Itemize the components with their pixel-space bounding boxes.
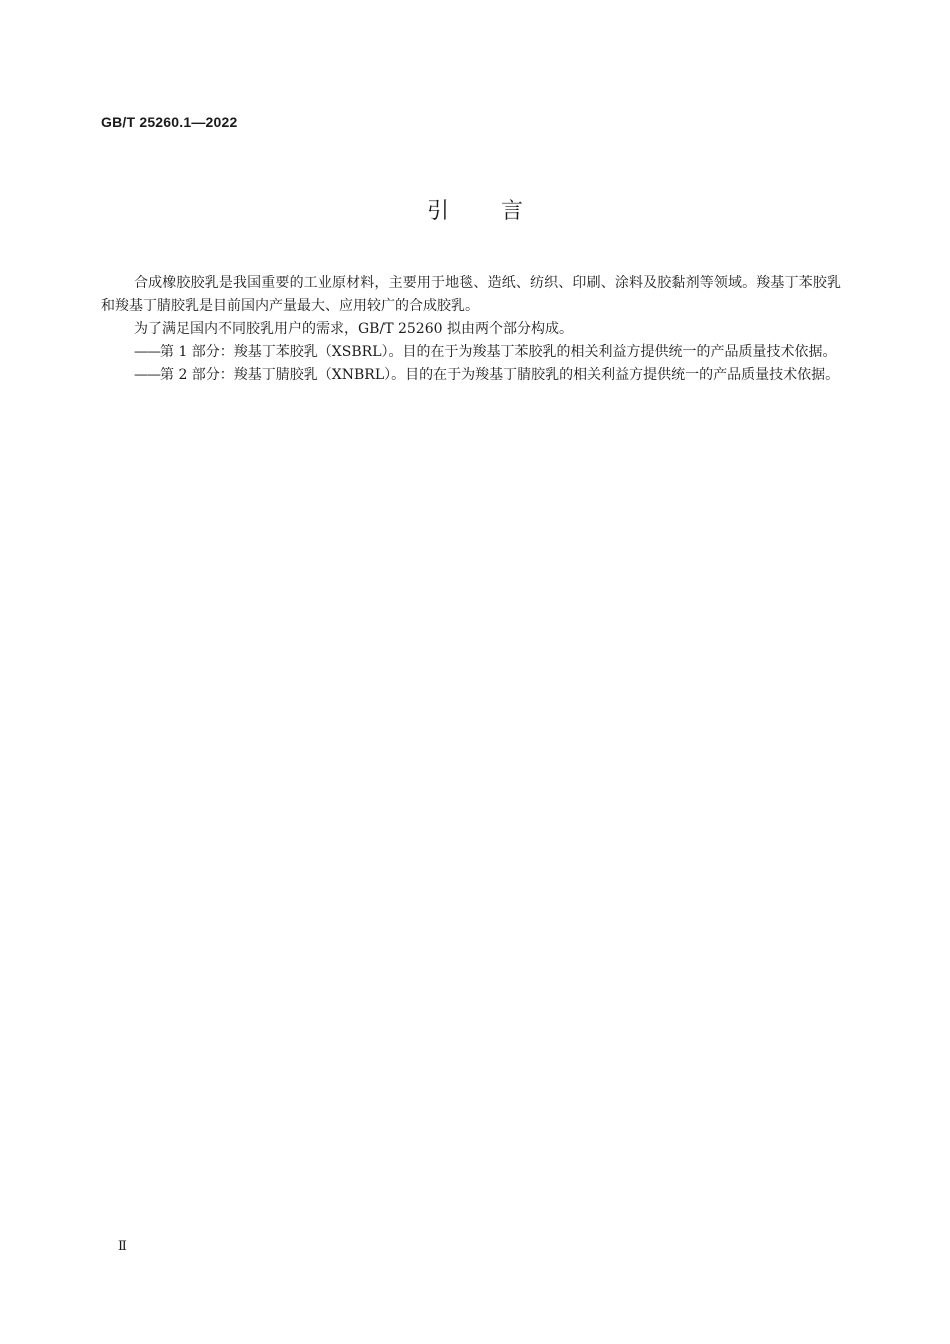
paragraph-2: 为了满足国内不同胶乳用户的需求，GB/T 25260 拟由两个部分构成。 [134,321,573,337]
list-dash: —— [134,367,160,383]
section-title: 引言 [426,199,575,224]
page-number: Ⅱ [118,1239,127,1254]
list-item-text: 第 2 部分：羧基丁腈胶乳（XNBRL）。目的在于为羧基丁腈胶乳的相关利益方提供统一的产品质量技术依据。 [160,367,840,383]
paragraph-1: 合成橡胶胶乳是我国重要的工业原材料，主要用于地毯、造纸、纺织、印刷、涂料及胶黏剂等领域。羧基丁苯胶乳和羧基丁腈胶乳是目前国内产量最大、应用较广的合成胶乳。 [101,275,841,314]
list-dash: —— [134,344,160,360]
list-item-part-2 [101,364,841,387]
list-item-text: 第 1 部分：羧基丁苯胶乳（XSBRL）。目的在于为羧基丁苯胶乳的相关利益方提供统一的产品质量技术依据。 [160,344,837,360]
list-item-part-1 [101,341,841,364]
standard-code: GB/T 25260.1—2022 [101,114,238,130]
introduction-body [101,272,841,387]
